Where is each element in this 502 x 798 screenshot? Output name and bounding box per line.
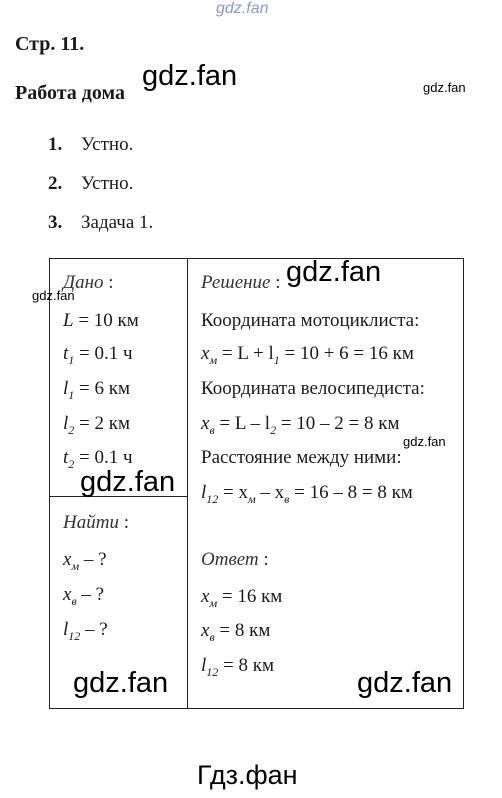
solution-moto-label: Координата мотоциклиста: — [201, 310, 420, 331]
page-number: Стр. 11. — [15, 33, 85, 55]
watermark-table-top: gdz.fan — [286, 256, 382, 288]
watermark-table-mid: gdz.fan — [80, 466, 176, 498]
list-item-text: Устно. — [81, 173, 134, 194]
list-item — [48, 134, 133, 156]
table-divider-vertical — [187, 258, 188, 709]
list-item-text: Устно. — [81, 134, 134, 155]
list-item — [48, 212, 153, 234]
watermark-left: gdz.fan — [32, 288, 75, 303]
answer-xv: $x_в = 8$ км — [201, 620, 271, 644]
find-l12: $l_{12}$ – ? — [63, 619, 108, 643]
given-t1: $t_1 = 0.1$ ч — [63, 343, 133, 367]
list-item-number: 2. — [48, 173, 63, 194]
watermark-footer: Гдз.фан — [197, 760, 298, 790]
watermark-right: gdz.fan — [423, 80, 466, 95]
find-xv: $x_в$ – ? — [63, 584, 105, 608]
given-l1: $l_1 = 6$ км — [63, 378, 131, 402]
section-title: Работа дома — [15, 82, 125, 104]
solution-bike-label: Координата велосипедиста: — [201, 378, 425, 399]
answer-title: Ответ : — [201, 549, 269, 570]
solution-bike-equation: $x_в = L - l_2 = 10 - 2 = 8$ км — [201, 413, 400, 437]
answer-xm: $x_м = 16$ км — [201, 586, 283, 610]
watermark-bottom-left: gdz.fan — [73, 667, 169, 699]
watermark-table-right: gdz.fan — [403, 434, 446, 449]
list-item — [48, 173, 133, 195]
answer-l12: $l_{12} = 8$ км — [201, 655, 275, 679]
watermark-header: gdz.fan — [142, 60, 238, 92]
given-l2: $l_2 = 2$ км — [63, 413, 131, 437]
list-item-text: Задача 1. — [81, 212, 154, 233]
solution-dist-label: Расстояние между ними: — [201, 447, 402, 468]
given-t2: $t_2 = 0.1$ ч — [63, 447, 133, 471]
find-xm: $x_м$ – ? — [63, 549, 107, 573]
solution-moto-equation: $x_м = L + l_1 = 10 + 6 = 16$ км — [201, 343, 414, 367]
list-item-number: 1. — [48, 134, 63, 155]
watermark-bottom-right: gdz.fan — [357, 667, 453, 699]
watermark-top: gdz.fan — [216, 0, 269, 17]
solution-dist-equation: $l_{12} = x_м - x_в = 16 - 8 = 8$ км — [201, 482, 413, 506]
given-title: Дано : — [63, 272, 114, 293]
find-title: Найти : — [63, 512, 129, 533]
list-item-number: 3. — [48, 212, 63, 233]
given-L: L = 10 км — [63, 310, 139, 331]
solution-title: Решение : — [201, 272, 281, 293]
